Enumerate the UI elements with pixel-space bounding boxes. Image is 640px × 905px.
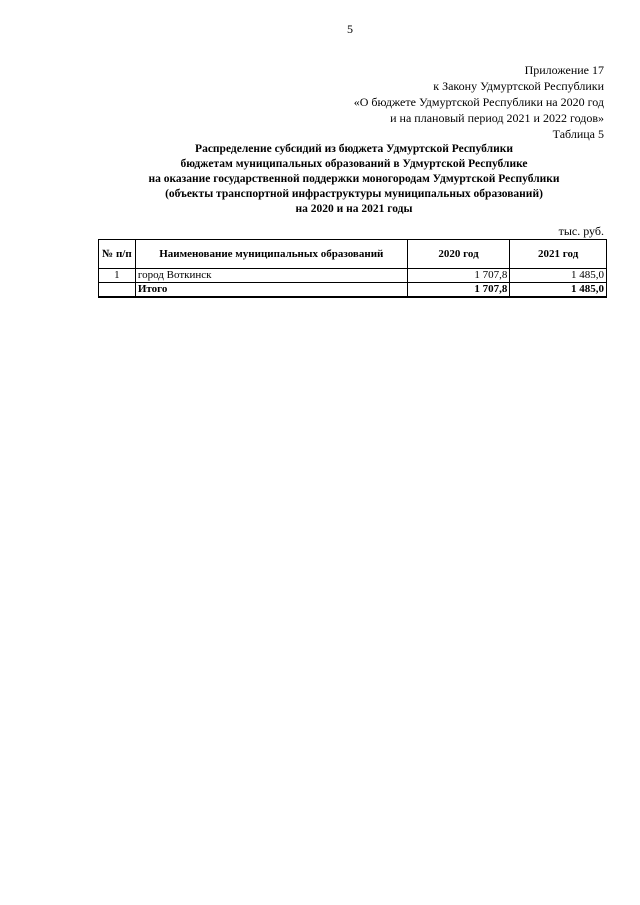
document-title bbox=[100, 142, 608, 217]
title-line: (объекты транспортной инфраструктуры муниципальных образований) bbox=[165, 188, 543, 200]
total-row bbox=[99, 283, 607, 298]
appendix-line: и на плановый период 2021 и 2022 годов» bbox=[390, 111, 604, 125]
subsidies-table bbox=[98, 239, 607, 298]
appendix-line: к Закону Удмуртской Республики bbox=[433, 79, 604, 93]
units-label: тыс. руб. bbox=[558, 224, 604, 238]
page-number: 5 bbox=[347, 22, 353, 36]
appendix-block bbox=[354, 62, 604, 142]
title-line: на 2020 и на 2021 годы bbox=[295, 203, 413, 215]
total-label: Итого bbox=[135, 283, 407, 298]
title-line: бюджетам муниципальных образований в Удмуртской Республике bbox=[180, 158, 528, 170]
title-line: Распределение субсидий из бюджета Удмуртской Республики bbox=[195, 143, 513, 155]
header-municipality: Наименование муниципальных образований bbox=[135, 240, 407, 269]
total-number bbox=[99, 283, 136, 298]
header-2020: 2020 год bbox=[407, 240, 510, 269]
title-line: на оказание государственной поддержки моногородам Удмуртской Республики bbox=[148, 173, 560, 185]
row-2021-value: 1 485,0 bbox=[510, 269, 607, 283]
total-2021-value: 1 485,0 bbox=[510, 283, 607, 298]
row-2020-value: 1 707,8 bbox=[407, 269, 510, 283]
header-2021: 2021 год bbox=[510, 240, 607, 269]
row-number: 1 bbox=[99, 269, 136, 283]
total-2020-value: 1 707,8 bbox=[407, 283, 510, 298]
header-number: № п/п bbox=[99, 240, 136, 269]
table-header-row bbox=[99, 240, 607, 269]
table-row bbox=[99, 269, 607, 283]
table-label: Таблица 5 bbox=[552, 127, 604, 141]
appendix-line: Приложение 17 bbox=[524, 63, 604, 77]
appendix-line: «О бюджете Удмуртской Республики на 2020 год bbox=[353, 95, 604, 109]
row-municipality: город Воткинск bbox=[135, 269, 407, 283]
